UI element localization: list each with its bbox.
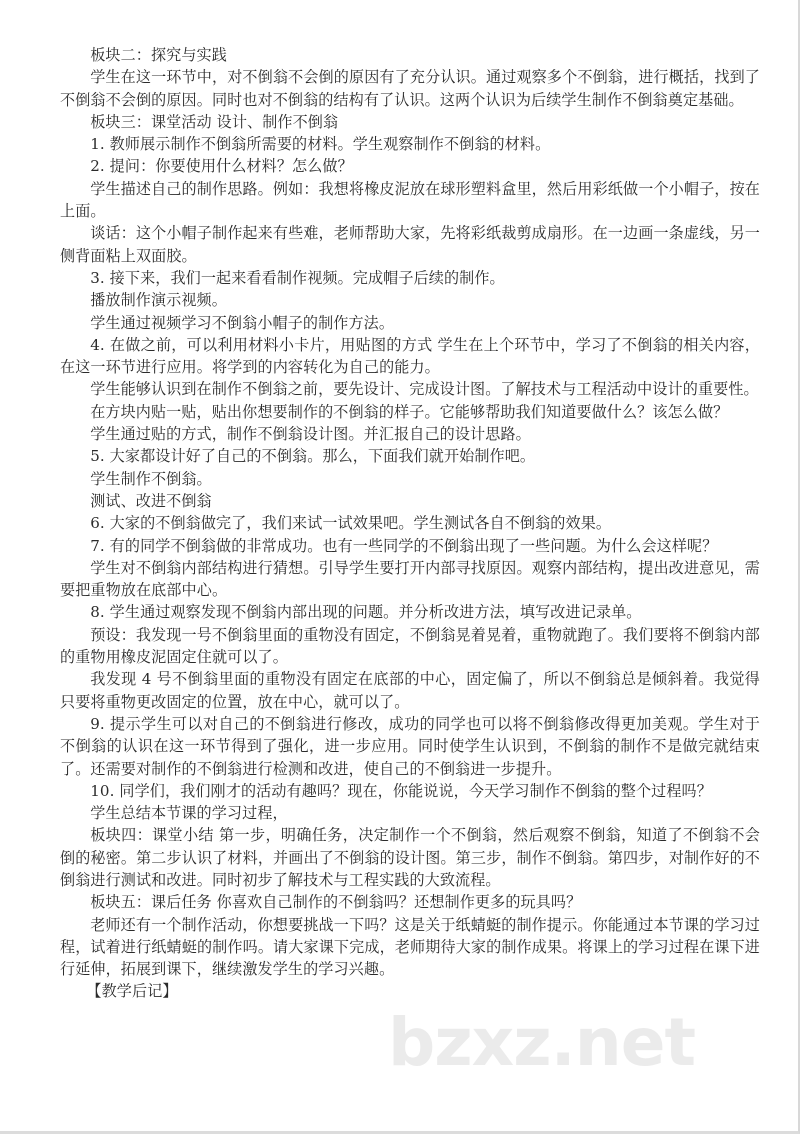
paragraph: 学生通过贴的方式，制作不倒翁设计图。并汇报自己的设计思路。 bbox=[90, 425, 531, 444]
paragraph: 板块二：探究与实践 bbox=[90, 46, 227, 64]
paragraph: 测试、改进不倒翁 bbox=[90, 491, 212, 510]
paragraph: 6. 大家的不倒翁做完了，我们来试一试效果吧。学生测试各自不倒翁的效果。 bbox=[90, 514, 612, 533]
paragraph: 学生在这一环节中，对不倒翁不会倒的原因有了充分认识。通过观察多个不倒翁，进行概括，找到了不倒翁不会倒的原因。同时也对不倒翁的结构有了认识。这两个认识为后续学生制作不倒翁奠定基础。 bbox=[60, 68, 760, 109]
site-watermark: bzxz.net bbox=[388, 1004, 696, 1081]
paragraph: 2. 提问：你要使用什么材料？怎么做？ bbox=[90, 157, 353, 176]
paragraph: 在方块内贴一贴，贴出你想要制作的不倒翁的样子。它能够帮助我们知道要做什么？该怎么做？ bbox=[90, 402, 729, 421]
paragraph: 学生描述自己的制作思路。例如：我想将橡皮泥放在球形塑料盒里，然后用彩纸做一个小帽子，按在上面。 bbox=[60, 179, 760, 221]
paragraph: 学生对不倒翁内部结构进行猜想。引导学生要打开内部寻找原因。观察内部结构，提出改进意见，需要把重物放在底部中心。 bbox=[60, 558, 760, 600]
paragraph: 学生通过视频学习不倒翁小帽子的制作方法。 bbox=[90, 313, 395, 332]
document-text-body bbox=[60, 44, 760, 1003]
paragraph: 5. 大家都设计好了自己的不倒翁。那么，下面我们就开始制作吧。 bbox=[90, 447, 536, 466]
paragraph: 播放制作演示视频。 bbox=[90, 291, 227, 310]
paragraph: 9. 提示学生可以对自己的不倒翁进行修改，成功的同学也可以将不倒翁修改得更加美观。学生对于不倒翁的认识在这一环节得到了强化，进一步应用。同时使学生认识到，不倒翁的制作不是做完就结束了。还需要对制作的不倒翁进行检测和改进，使自己的不倒翁进一步提升。 bbox=[60, 714, 760, 778]
paragraph: 老师还有一个制作活动，你想要挑战一下吗？这是关于纸蜻蜓的制作提示。你能通过本节课的学习过程，试着进行纸蜻蜓的制作吗。请大家课下完成，老师期待大家的制作成果。将课上的学习过程在课下进行延伸，拓展到课下，继续激发学生的学习兴趣。 bbox=[60, 915, 760, 979]
paragraph: 板块三：课堂活动 设计、制作不倒翁 bbox=[90, 112, 339, 131]
paragraph-section-heading: 【教学后记】 bbox=[86, 982, 178, 1001]
paragraph: 学生总结本节课的学习过程， bbox=[90, 804, 288, 823]
paragraph: 板块五：课后任务 你喜欢自己制作的不倒翁吗？还想制作更多的玩具吗？ bbox=[90, 893, 582, 912]
paragraph: 10. 同学们，我们刚才的活动有趣吗？现在，你能说说，今天学习制作不倒翁的整个过程吗？ bbox=[90, 781, 712, 800]
paragraph: 学生制作不倒翁。 bbox=[90, 469, 212, 488]
paragraph: 3. 接下来，我们一起来看看制作视频。完成帽子后续的制作。 bbox=[90, 268, 505, 287]
paragraph: 学生能够认识到在制作不倒翁之前，要先设计、完成设计图。了解技术与工程活动中设计的重要性。 bbox=[90, 380, 759, 399]
paragraph: 预设：我发现一号不倒翁里面的重物没有固定，不倒翁晃着晃着，重物就跑了。我们要将不倒翁内部的重物用橡皮泥固定住就可以了。 bbox=[60, 625, 760, 667]
paragraph: 我发现 4 号不倒翁里面的重物没有固定在底部的中心，固定偏了，所以不倒翁总是倾斜着。我觉得只要将重物更改固定的位置，放在中心，就可以了。 bbox=[60, 670, 760, 711]
paragraph: 8. 学生通过观察发现不倒翁内部出现的问题。并分析改进方法，填写改进记录单。 bbox=[90, 603, 642, 622]
paragraph: 谈话：这个小帽子制作起来有些难，老师帮助大家，先将彩纸裁剪成扇形。在一边画一条虚线，另一侧背面粘上双面胶。 bbox=[60, 224, 760, 265]
paragraph: 7. 有的同学不倒翁做的非常成功。也有一些同学的不倒翁出现了一些问题。为什么会这样呢？ bbox=[90, 536, 718, 555]
paragraph: 1. 教师展示制作不倒翁所需要的材料。学生观察制作不倒翁的材料。 bbox=[90, 135, 551, 154]
paragraph: 4. 在做之前，可以利用材料小卡片，用贴图的方式 学生在上个环节中，学习了不倒翁的相关内容，在这一环节进行应用。将学到的内容转化为自己的能力。 bbox=[60, 335, 760, 377]
paragraph: 板块四：课堂小结 第一步，明确任务，决定制作一个不倒翁，然后观察不倒翁，知道了不倒翁不会倒的秘密。第二步认识了材料，并画出了不倒翁的设计图。第三步，制作不倒翁。第四步，对制作好的不倒翁进行测试和改进。同时初步了解技术与工程实践的大致流程。 bbox=[60, 826, 760, 889]
